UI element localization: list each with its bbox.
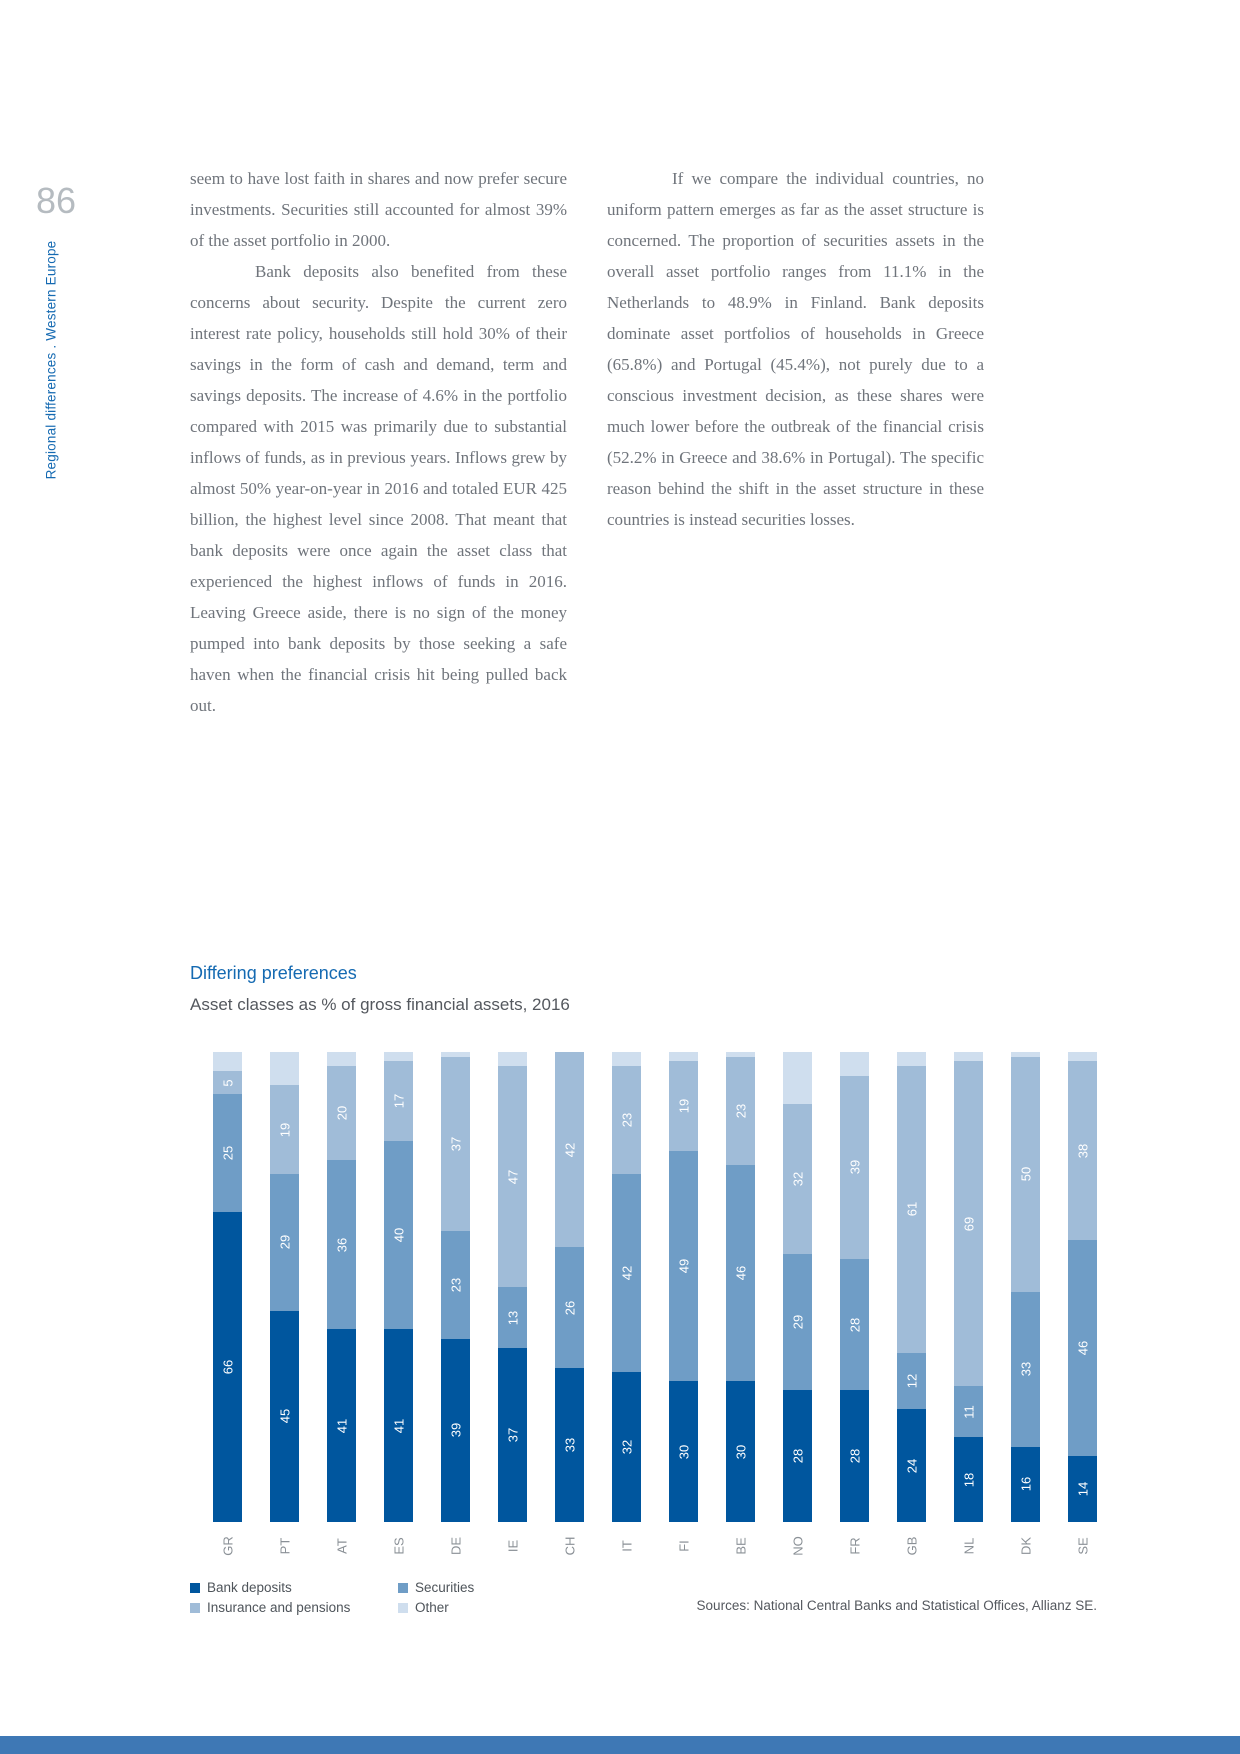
legend-item-bank-deposits xyxy=(190,1580,398,1595)
bar-segment-NO-insurance-and-pensions xyxy=(783,1104,812,1254)
country-code-label: CH xyxy=(562,1536,577,1556)
bar-value-label: 46 xyxy=(1075,1340,1090,1356)
bar-value-label: 23 xyxy=(733,1103,748,1118)
stacked-bar-IE xyxy=(498,1052,527,1522)
bar-segment-DE-bank-deposits xyxy=(441,1339,470,1522)
legend-item-other xyxy=(398,1600,474,1615)
x-axis-label-BE xyxy=(726,1524,755,1570)
bar-value-label: 33 xyxy=(1018,1362,1033,1377)
chart-title: Differing preferences xyxy=(190,963,357,983)
x-axis-label-NL xyxy=(954,1524,983,1570)
bar-value-label: 28 xyxy=(847,1317,862,1332)
stacked-bar-FI xyxy=(669,1052,698,1522)
x-axis-label-DK xyxy=(1011,1524,1040,1570)
bar-segment-AT-other xyxy=(327,1052,356,1066)
bar-segment-IT-securities xyxy=(612,1174,641,1371)
page-footer-bar xyxy=(0,1736,1240,1754)
bar-value-label: 29 xyxy=(277,1235,292,1250)
stacked-bar-NO xyxy=(783,1052,812,1522)
country-code-label: IE xyxy=(505,1539,520,1553)
bar-value-label: 49 xyxy=(676,1258,691,1274)
bar-segment-DK-bank-deposits xyxy=(1011,1447,1040,1522)
bar-value-label: 39 xyxy=(847,1159,862,1175)
bar-value-label: 14 xyxy=(1075,1481,1090,1497)
x-axis-label-NO xyxy=(783,1524,812,1570)
x-axis-label-SE xyxy=(1068,1524,1097,1570)
bar-value-label: 61 xyxy=(904,1202,919,1217)
bar-value-label: 17 xyxy=(391,1094,406,1109)
bar-segment-FI-bank-deposits xyxy=(669,1381,698,1522)
bar-value-label: 37 xyxy=(505,1427,520,1443)
bar-segment-AT-bank-deposits xyxy=(327,1329,356,1522)
paragraph: seem to have lost faith in shares and now prefer secure investments. Securities still accounted for almost 39% of the asset portfolio in 2000. xyxy=(190,169,567,250)
bar-segment-IE-other xyxy=(498,1052,527,1066)
chart-subtitle: Asset classes as % of gross financial assets, 2016 xyxy=(190,995,570,1014)
bar-segment-DE-insurance-and-pensions xyxy=(441,1057,470,1231)
bar-value-label: 69 xyxy=(961,1216,976,1231)
bar-value-label: 32 xyxy=(619,1439,634,1455)
bar-segment-DK-securities xyxy=(1011,1292,1040,1447)
bar-value-label: 50 xyxy=(1018,1166,1033,1182)
bar-segment-IT-insurance-and-pensions xyxy=(612,1066,641,1174)
body-text-right-column xyxy=(607,163,984,535)
stacked-bar-SE xyxy=(1068,1052,1097,1522)
stacked-bar-AT xyxy=(327,1052,356,1522)
stacked-bar-FR xyxy=(840,1052,869,1522)
bar-segment-AT-securities xyxy=(327,1160,356,1329)
x-axis-label-IE xyxy=(498,1524,527,1570)
bar-value-label: 30 xyxy=(733,1444,748,1459)
bar-segment-GB-other xyxy=(897,1052,926,1066)
country-code-label: NL xyxy=(961,1537,976,1555)
bar-segment-FR-securities xyxy=(840,1259,869,1391)
bar-segment-GR-bank-deposits xyxy=(213,1212,242,1522)
country-code-label: DE xyxy=(448,1536,463,1556)
bar-value-label: 38 xyxy=(1075,1143,1090,1158)
country-code-label: BE xyxy=(733,1537,748,1555)
country-code-label: ES xyxy=(391,1537,406,1555)
stacked-bar-GB xyxy=(897,1052,926,1522)
bar-segment-GR-other xyxy=(213,1052,242,1071)
bar-segment-CH-insurance-and-pensions xyxy=(555,1052,584,1247)
bar-value-label: 39 xyxy=(448,1423,463,1438)
bar-segment-GR-securities xyxy=(213,1094,242,1212)
bar-segment-IE-bank-deposits xyxy=(498,1348,527,1522)
bar-value-label: 28 xyxy=(847,1448,862,1464)
bar-segment-FR-bank-deposits xyxy=(840,1390,869,1522)
legend-label: Bank deposits xyxy=(207,1580,292,1595)
stacked-bar-IT xyxy=(612,1052,641,1522)
bar-segment-NO-bank-deposits xyxy=(783,1390,812,1522)
country-code-label: FR xyxy=(847,1537,862,1555)
bar-value-label: 12 xyxy=(904,1373,919,1389)
bar-value-label: 42 xyxy=(619,1265,634,1281)
bar-value-label: 28 xyxy=(790,1448,805,1464)
bar-segment-NL-insurance-and-pensions xyxy=(954,1061,983,1385)
country-code-label: GB xyxy=(904,1536,919,1556)
country-code-label: DK xyxy=(1018,1536,1033,1556)
bar-segment-ES-bank-deposits xyxy=(384,1329,413,1522)
bar-value-label: 11 xyxy=(961,1404,976,1419)
bar-segment-FR-insurance-and-pensions xyxy=(840,1076,869,1259)
bar-segment-AT-insurance-and-pensions xyxy=(327,1066,356,1160)
bar-value-label: 23 xyxy=(619,1112,634,1128)
stacked-bar-NL xyxy=(954,1052,983,1522)
legend-label: Other xyxy=(415,1600,449,1615)
bar-value-label: 13 xyxy=(505,1310,520,1325)
x-axis-label-DE xyxy=(441,1524,470,1570)
bar-value-label: 19 xyxy=(676,1098,691,1114)
stacked-bar-ES xyxy=(384,1052,413,1522)
bar-segment-FR-other xyxy=(840,1052,869,1076)
bar-value-label: 42 xyxy=(562,1142,577,1157)
bar-segment-SE-other xyxy=(1068,1052,1097,1061)
bar-segment-IE-insurance-and-pensions xyxy=(498,1066,527,1287)
bar-value-label: 41 xyxy=(334,1418,349,1433)
bar-segment-PT-insurance-and-pensions xyxy=(270,1085,299,1174)
bar-value-label: 18 xyxy=(961,1472,976,1487)
bar-segment-DK-insurance-and-pensions xyxy=(1011,1057,1040,1292)
legend-label: Securities xyxy=(415,1580,475,1595)
bar-segment-ES-securities xyxy=(384,1141,413,1329)
bar-segment-GB-bank-deposits xyxy=(897,1409,926,1522)
bar-segment-GR-insurance-and-pensions xyxy=(213,1071,242,1095)
bar-segment-DE-securities xyxy=(441,1231,470,1339)
bar-value-label: 23 xyxy=(448,1277,463,1292)
bar-segment-BE-securities xyxy=(726,1165,755,1381)
x-axis-label-GB xyxy=(897,1524,926,1570)
legend-item-insurance-and-pensions xyxy=(190,1600,398,1615)
bar-segment-BE-bank-deposits xyxy=(726,1381,755,1522)
x-axis-label-PT xyxy=(270,1524,299,1570)
legend-swatch-icon xyxy=(190,1583,200,1593)
bar-value-label: 32 xyxy=(790,1171,805,1187)
bar-segment-PT-securities xyxy=(270,1174,299,1310)
bar-value-label: 40 xyxy=(391,1228,406,1243)
x-axis-label-GR xyxy=(213,1524,242,1570)
legend-swatch-icon xyxy=(398,1603,408,1613)
bar-segment-NL-securities xyxy=(954,1386,983,1438)
bar-segment-GB-insurance-and-pensions xyxy=(897,1066,926,1353)
x-axis-label-ES xyxy=(384,1524,413,1570)
bar-segment-GB-securities xyxy=(897,1353,926,1409)
bar-segment-PT-other xyxy=(270,1052,299,1085)
bar-value-label: 24 xyxy=(904,1458,919,1473)
bar-segment-NO-other xyxy=(783,1052,812,1104)
bar-segment-FI-other xyxy=(669,1052,698,1061)
bar-segment-FI-securities xyxy=(669,1151,698,1381)
stacked-bar-GR xyxy=(213,1052,242,1522)
x-axis-label-IT xyxy=(612,1524,641,1570)
x-axis-label-AT xyxy=(327,1524,356,1570)
legend-label: Insurance and pensions xyxy=(207,1600,351,1615)
bar-value-label: 20 xyxy=(334,1105,349,1121)
bar-value-label: 19 xyxy=(277,1122,292,1137)
sidebar-section-label: Regional differences . Western Europe xyxy=(43,240,59,480)
bar-segment-SE-bank-deposits xyxy=(1068,1456,1097,1522)
country-code-label: NO xyxy=(790,1536,805,1556)
paragraph: If we compare the individual countries, no uniform pattern emerges as far as the asset structure is concerned. The proportion of securities assets in the overall asset portfolio ranges from 11.1% in the Netherlands to 48.9% in Finland. Bank deposits dominate asset portfolios of households in Greece (65.8%) and Portugal (45.4%), not purely due to a conscious investment decision, as these shares were much lower before the outbreak of the financial crisis (52.2% in Greece and 38.6% in Portugal). The specific reason behind the shift in the asset structure in these countries is instead securities losses. xyxy=(607,169,984,529)
bar-segment-IT-bank-deposits xyxy=(612,1372,641,1522)
stacked-bar-DE xyxy=(441,1052,470,1522)
bar-segment-NL-bank-deposits xyxy=(954,1437,983,1522)
bar-value-label: 36 xyxy=(334,1237,349,1252)
stacked-bar-BE xyxy=(726,1052,755,1522)
page-number: 86 xyxy=(36,180,77,221)
stacked-bar-PT xyxy=(270,1052,299,1522)
bar-segment-NO-securities xyxy=(783,1254,812,1390)
country-code-label: GR xyxy=(220,1536,235,1556)
bar-segment-SE-securities xyxy=(1068,1240,1097,1456)
legend-item-securities xyxy=(398,1580,474,1595)
bar-value-label: 16 xyxy=(1018,1477,1033,1492)
paragraph: Bank deposits also benefited from these concerns about security. Despite the current zero interest rate policy, households still hold 30% of their savings in the form of cash and demand, term and savings deposits. The increase of 4.6% in the portfolio compared with 2015 was primarily due to substantial inflows of funds, as in previous years. Inflows grew by almost 50% year-on-year in 2016 and totaled EUR 425 billion, the highest level since 2008. That meant that bank deposits were once again the asset class that experienced the highest inflows of funds in 2016. Leaving Greece aside, there is no sign of the money pumped into bank deposits by those seeking a safe haven when the financial crisis hit being pulled back out. xyxy=(190,262,567,715)
x-axis-label-FR xyxy=(840,1524,869,1570)
bar-segment-FI-insurance-and-pensions xyxy=(669,1061,698,1150)
chart-sources: Sources: National Central Banks and Statistical Offices, Allianz SE. xyxy=(696,1598,1097,1613)
chart-x-axis-labels xyxy=(0,1524,1240,1574)
bar-value-label: 47 xyxy=(505,1169,520,1184)
bar-value-label: 30 xyxy=(676,1444,691,1459)
bar-segment-PT-bank-deposits xyxy=(270,1311,299,1523)
stacked-bar-CH xyxy=(555,1052,584,1522)
country-code-label: FI xyxy=(676,1540,691,1552)
bar-value-label: 66 xyxy=(220,1359,235,1375)
bar-value-label: 45 xyxy=(277,1409,292,1424)
bar-segment-ES-other xyxy=(384,1052,413,1061)
bar-value-label: 33 xyxy=(562,1437,577,1453)
stacked-bar-DK xyxy=(1011,1052,1040,1522)
bar-value-label: 5 xyxy=(220,1078,235,1087)
bar-value-label: 26 xyxy=(562,1300,577,1316)
bar-segment-SE-insurance-and-pensions xyxy=(1068,1061,1097,1240)
bar-segment-ES-insurance-and-pensions xyxy=(384,1061,413,1141)
bar-segment-BE-insurance-and-pensions xyxy=(726,1057,755,1165)
bar-segment-DK-other xyxy=(1011,1052,1040,1057)
chart-plot xyxy=(0,1052,1240,1522)
bar-value-label: 25 xyxy=(220,1145,235,1161)
x-axis-label-FI xyxy=(669,1524,698,1570)
country-code-label: SE xyxy=(1075,1537,1090,1555)
country-code-label: PT xyxy=(277,1537,292,1555)
legend-swatch-icon xyxy=(190,1603,200,1613)
bar-segment-CH-bank-deposits xyxy=(555,1368,584,1522)
bar-segment-NL-other xyxy=(954,1052,983,1061)
bar-value-label: 29 xyxy=(790,1315,805,1330)
bar-segment-IT-other xyxy=(612,1052,641,1066)
bar-segment-IE-securities xyxy=(498,1287,527,1348)
bar-segment-DE-other xyxy=(441,1052,470,1057)
bar-value-label: 37 xyxy=(448,1136,463,1151)
legend-swatch-icon xyxy=(398,1583,408,1593)
bar-value-label: 41 xyxy=(391,1418,406,1433)
body-text-left-column xyxy=(190,163,567,721)
bar-value-label: 46 xyxy=(733,1265,748,1281)
country-code-label: AT xyxy=(334,1538,349,1554)
x-axis-label-CH xyxy=(555,1524,584,1570)
chart-legend xyxy=(190,1580,474,1615)
country-code-label: IT xyxy=(619,1540,634,1552)
bar-segment-BE-other xyxy=(726,1052,755,1057)
bar-segment-CH-securities xyxy=(555,1247,584,1368)
